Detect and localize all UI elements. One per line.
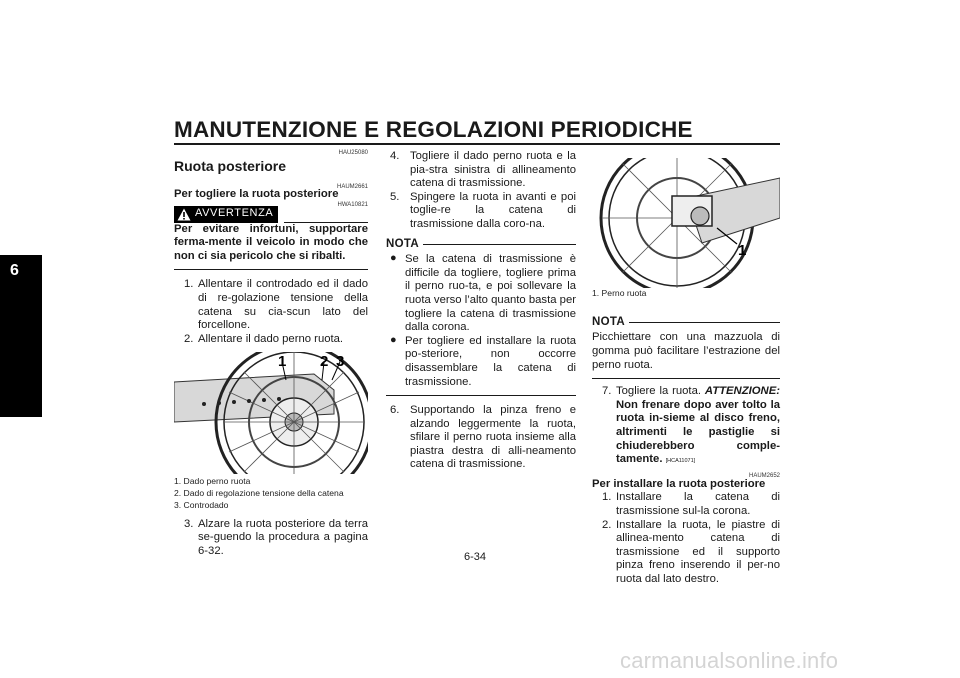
figure-label-1: 1: [738, 242, 747, 259]
subsection-code: HAUM2661: [336, 184, 368, 190]
axle-figure: [592, 158, 780, 288]
header-rule: [174, 143, 780, 145]
note-end-rule: [386, 395, 576, 396]
warning-icon: [177, 208, 191, 221]
attention-text: Non frenare dopo aver tolto la ruota in-sieme al disco freno, altrimenti le pastiglie si chiuderebbero comple-tamente.: [616, 398, 780, 466]
axle-illustration: [592, 158, 780, 288]
page-header-title: MANUTENZIONE E REGOLAZIONI PERIODICHE: [174, 117, 693, 142]
step-item: 5. Spingere la ruota in avanti e poi toglie-re la catena di trasmissione dalla coro-na.: [390, 190, 576, 230]
figure-captions: [174, 476, 368, 511]
figure-caption: 1. Perno ruota: [592, 288, 647, 298]
install-title: Per installare la ruota posteriore: [592, 477, 766, 490]
attention-label: ATTENZIONE:: [704, 385, 780, 398]
step-item: 4. Togliere il dado perno ruota e la pia-stra sinistra di allineamento catena di trasmissione.: [390, 150, 576, 190]
install-code: HAUM2652: [748, 472, 780, 479]
caption-item: 3. Controdado: [174, 499, 229, 510]
section-code: HAU25080: [338, 150, 368, 156]
note-label: NOTA: [386, 237, 419, 250]
note-bullets: [386, 253, 576, 389]
note-label: NOTA: [592, 315, 625, 328]
step-item: 2. Installare la ruota, le piastre di allinea-mento catena di trasmissione ed il supporto pinza freno inserendo il per-no ruota dal lato destro.: [602, 518, 780, 585]
column-left: [174, 150, 368, 559]
column-middle: [386, 150, 576, 472]
note-text: Picchiettare con una mazzuola di gomma può facilitare l’estrazione del perno ruota.: [592, 331, 780, 371]
step-item: 2. Allentare il dado perno ruota.: [184, 332, 344, 345]
note-header: [592, 316, 780, 330]
caption-item: 2. Dado di regolazione tensione della catena: [174, 488, 344, 499]
step-item: 1. Installare la catena di trasmissione sul-la corona.: [602, 491, 780, 517]
watermark: carmanualsonline.info: [620, 648, 839, 673]
wheel-figure: [174, 352, 368, 474]
subsection-title: Per togliere la ruota posteriore: [174, 188, 339, 200]
page-number: 6-34: [464, 551, 487, 563]
steps-list-2: [386, 404, 576, 472]
section-title: Ruota posteriore: [174, 158, 287, 174]
step-item: 7. Togliere la ruota. ATTENZIONE: Non frenare dopo aver tolto la ruota in-sieme al disco freno, altrimenti le pastiglie si chiuderebbero comple-tamente. [HCA11071]: [602, 385, 780, 466]
reference-code: [HCA11071]: [665, 458, 696, 465]
note-bullet: ● Per togliere ed installare la ruota po-steriore, non occorre disassemblare la catena di trasmissione.: [390, 333, 576, 388]
note-header: [386, 238, 576, 252]
steps-list: [592, 385, 780, 469]
steps-list: [174, 278, 368, 346]
chapter-number: 6: [10, 262, 19, 279]
step-item: 3. Alzare la ruota posteriore da terra se-guendo la procedura a pagina 6-32.: [184, 517, 368, 557]
wheel-illustration: [174, 352, 368, 474]
figure-label-3: 3: [336, 353, 345, 371]
steps-list-2: [174, 518, 368, 559]
steps-list: [386, 150, 576, 232]
chapter-tab: [0, 255, 42, 417]
warning-label: AVVERTENZA: [195, 207, 274, 220]
note-end-rule: [592, 378, 780, 379]
install-steps: [592, 491, 780, 586]
warning-label-box: [174, 206, 278, 223]
step-item: 6. Supportando la pinza freno e alzando leggermente la ruota, sfilare il perno ruota insieme alla piastra destra di alli-neamento catena di trasmissione.: [390, 404, 576, 471]
step-item: 1. Allentare il controdado ed il dado di re-golazione tensione della catena su cia-scun lato del forcellone.: [184, 278, 368, 332]
figure-label-2: 2: [320, 353, 329, 371]
warning-text: Per evitare infortuni, supportare ferma-mente il veicolo in modo che non ci sia pericolo che si ribalti.: [174, 222, 368, 262]
figure-label-1: 1: [278, 353, 287, 371]
warning-end-rule: [174, 269, 368, 270]
note-bullet: ● Se la catena di trasmissione è difficile da togliere, togliere prima il perno ruo-ta, e poi sollevare la ruota verso l’alto quanto basta per togliere la catena di trasmissione dalla corona.: [390, 252, 576, 334]
caption-item: 1. Dado perno ruota: [174, 476, 251, 487]
column-right: [592, 150, 780, 586]
warning-code: HWA10821: [337, 201, 368, 208]
